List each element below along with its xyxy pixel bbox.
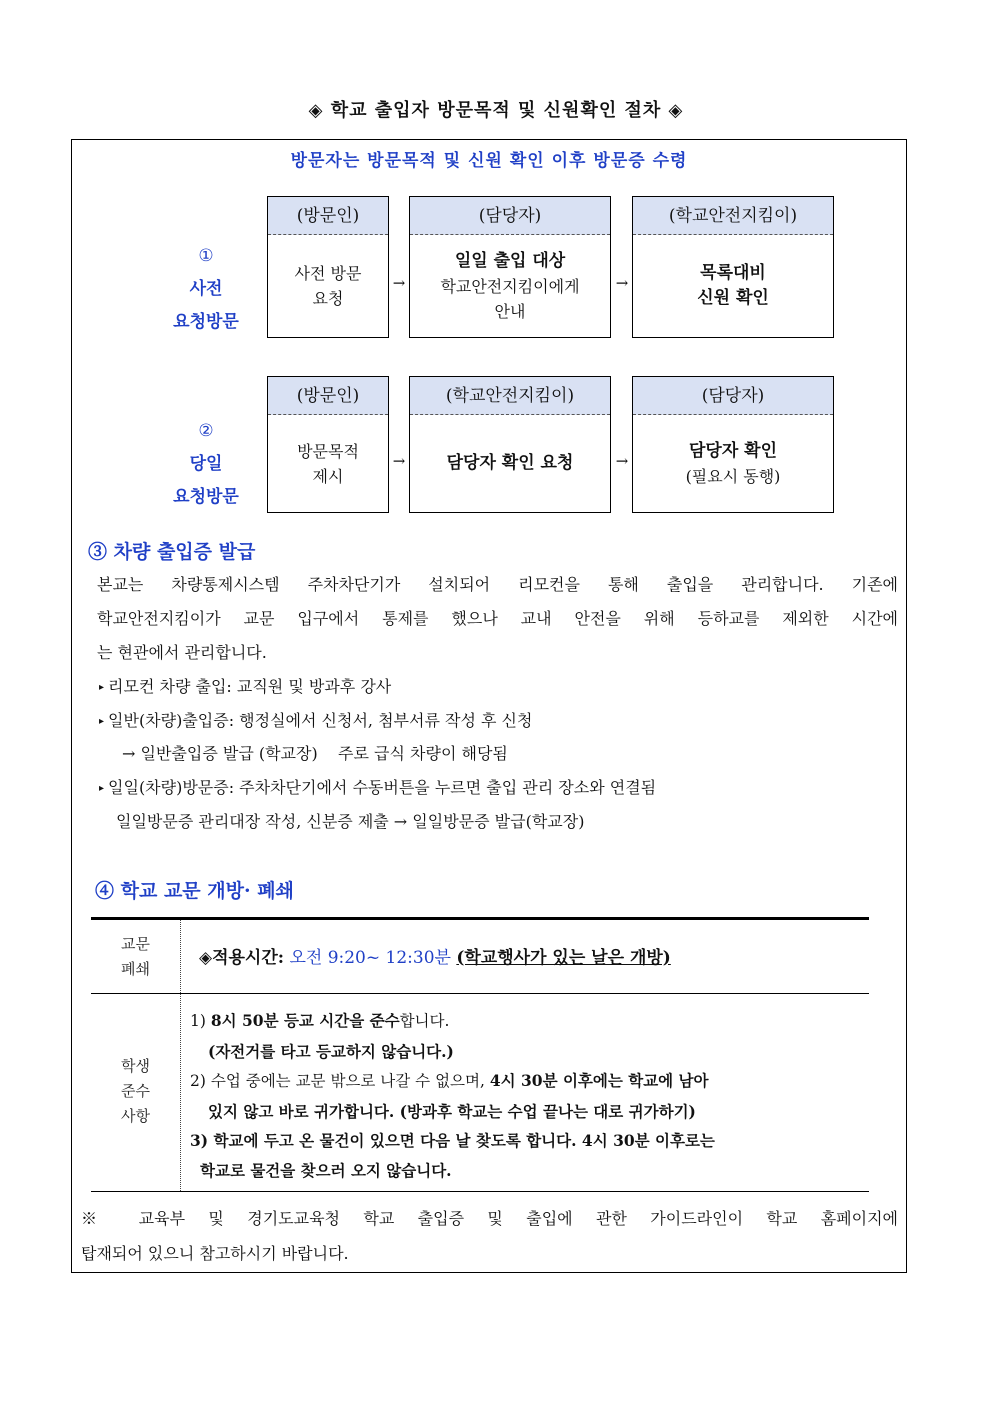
step2-box-visitor xyxy=(267,376,389,513)
footer-note-line: ※ 교육부 및 경기도교육청 학교 출입증 및 출입에 관한 가이드라인이 학교 홈페이지에 xyxy=(81,1209,898,1228)
bullet-item xyxy=(99,670,391,704)
hours-prefix: ◈적용시간: xyxy=(199,948,285,968)
rule-text: 수업 중에는 교문 밖으로 나갈 수 없으며, xyxy=(210,1072,485,1090)
hours-note: (학교행사가 있는 날은 개방) xyxy=(456,948,671,968)
step1-box-staff xyxy=(409,196,611,338)
table-row-divider xyxy=(91,993,869,994)
box-header: (학교안전지킴이) xyxy=(633,197,833,235)
step1-label xyxy=(146,240,266,339)
step1-box-visitor xyxy=(267,196,389,338)
rule-line: 있지 않고 바로 귀가합니다. (방과후 학교는 수업 끝나는 대로 귀가하기) xyxy=(208,1101,696,1121)
box-text: (필요시 동행) xyxy=(685,466,781,486)
label-text: 준수 xyxy=(121,1082,150,1100)
bullet-text: 일일(차량)방문증: 주차차단기에서 수동버튼을 누르면 출입 관리 장소와 연결됨 xyxy=(108,778,657,797)
table-bottom-rule xyxy=(91,1191,869,1192)
rule-line xyxy=(190,1066,860,1097)
step2-number: ② xyxy=(198,421,214,441)
bullet-icon: ▸ xyxy=(99,716,105,727)
rule-line: 학교로 물건을 찾으러 오지 않습니다. xyxy=(200,1160,452,1180)
section3-paragraph-line: 는 현관에서 관리합니다. xyxy=(97,643,267,662)
step1-box-guard xyxy=(632,196,834,338)
bullet-subline: 일일방문증 관리대장 작성, 신분증 제출 → 일일방문증 발급(학교장) xyxy=(116,812,585,831)
box-header: (방문인) xyxy=(268,197,388,235)
rule-line: (자전거를 타고 등교하지 않습니다.) xyxy=(208,1041,454,1061)
label-text: 교문 xyxy=(121,935,150,953)
gate-hours xyxy=(199,943,671,968)
box-text: 방문목적 xyxy=(297,441,359,461)
section4-heading: ④ 학교 교문 개방· 폐쇄 xyxy=(95,880,294,902)
box-header: (학교안전지킴이) xyxy=(410,377,610,415)
footer-note-line: 탑재되어 있으니 참고하시기 바랍니다. xyxy=(81,1244,349,1263)
step2-title: 당일 xyxy=(189,454,223,474)
step2-box-staff xyxy=(632,376,834,513)
box-text: 일일 출입 대상 xyxy=(454,250,566,271)
box-text: 학교안전지킴이에게 xyxy=(440,276,580,296)
box-header: (담당자) xyxy=(410,197,610,235)
section3-paragraph-line: 학교안전지킴이가 교문 입구에서 통제를 했으나 교내 안전을 위해 등하교를 제외한 시간에 xyxy=(97,609,898,628)
box-text: 담당자 확인 요청 xyxy=(446,453,574,473)
student-rules xyxy=(190,1006,860,1185)
box-header: (담당자) xyxy=(633,377,833,415)
box-text: 신원 확인 xyxy=(697,288,769,308)
table-top-rule xyxy=(91,917,869,920)
rule-number: 2) xyxy=(190,1072,206,1090)
step1-subtitle: 요청방문 xyxy=(173,312,239,332)
box-text: 요청 xyxy=(312,289,344,308)
page-title: ◈ 학교 출입자 방문목적 및 신원확인 절차 ◈ xyxy=(308,100,684,121)
rule-line xyxy=(190,1006,860,1037)
hours-time: 오전 9:20~ 12:30분 xyxy=(289,948,451,968)
section3-paragraph-line: 본교는 차량통제시스템 주차차단기가 설치되어 리모컨을 통해 출입을 관리합니다. 기존에 xyxy=(97,575,898,594)
box-text: 사전 방문 xyxy=(294,264,362,283)
box-text: 목록대비 xyxy=(700,263,766,283)
box-text: 담당자 확인 xyxy=(688,440,778,461)
box-header: (방문인) xyxy=(268,377,388,415)
step1-number: ① xyxy=(198,246,214,266)
bullet-icon: ▸ xyxy=(99,682,105,693)
rule-text: 합니다. xyxy=(399,1012,450,1030)
box-text: 제시 xyxy=(312,466,344,486)
bullet-icon: ▸ xyxy=(99,783,105,794)
rule-bold: 4시 30분 이후에는 학교에 남아 xyxy=(489,1071,709,1090)
step2-box-guard xyxy=(409,376,611,513)
table-row-label xyxy=(91,932,180,982)
arrow-icon: → xyxy=(392,274,406,292)
arrow-icon: → xyxy=(392,452,406,470)
label-text: 폐쇄 xyxy=(121,960,150,978)
bullet-subline: → 일반출입증 발급 (학교장) 주로 급식 차량이 해당됨 xyxy=(122,744,508,763)
step2-subtitle: 요청방문 xyxy=(173,487,239,507)
bullet-item xyxy=(99,704,532,738)
bullet-text: 리모컨 차량 출입: 교직원 및 방과후 강사 xyxy=(108,677,392,696)
procedure-subtitle: 방문자는 방문목적 및 신원 확인 이후 방문증 수령 xyxy=(290,151,688,171)
step2-label xyxy=(146,415,266,514)
arrow-icon: → xyxy=(615,452,629,470)
arrow-icon: → xyxy=(615,274,629,292)
label-text: 사항 xyxy=(121,1107,150,1125)
label-text: 학생 xyxy=(121,1057,150,1075)
bullet-text: 일반(차량)출입증: 행정실에서 신청서, 첨부서류 작성 후 신청 xyxy=(108,711,533,730)
rule-bold: 8시 50분 등교 시간을 준수 xyxy=(210,1011,400,1030)
rule-number: 1) xyxy=(190,1012,206,1030)
table-row-label xyxy=(91,1054,180,1129)
bullet-item xyxy=(99,771,656,805)
table-column-divider xyxy=(180,920,181,1191)
rule-line: 3) 학교에 두고 온 물건이 있으면 다음 날 찾도록 합니다. 4시 30분 이후로는 xyxy=(190,1131,715,1150)
step1-title: 사전 xyxy=(189,279,223,299)
box-text: 안내 xyxy=(494,301,526,321)
section3-heading: ③ 차량 출입증 발급 xyxy=(88,541,256,563)
